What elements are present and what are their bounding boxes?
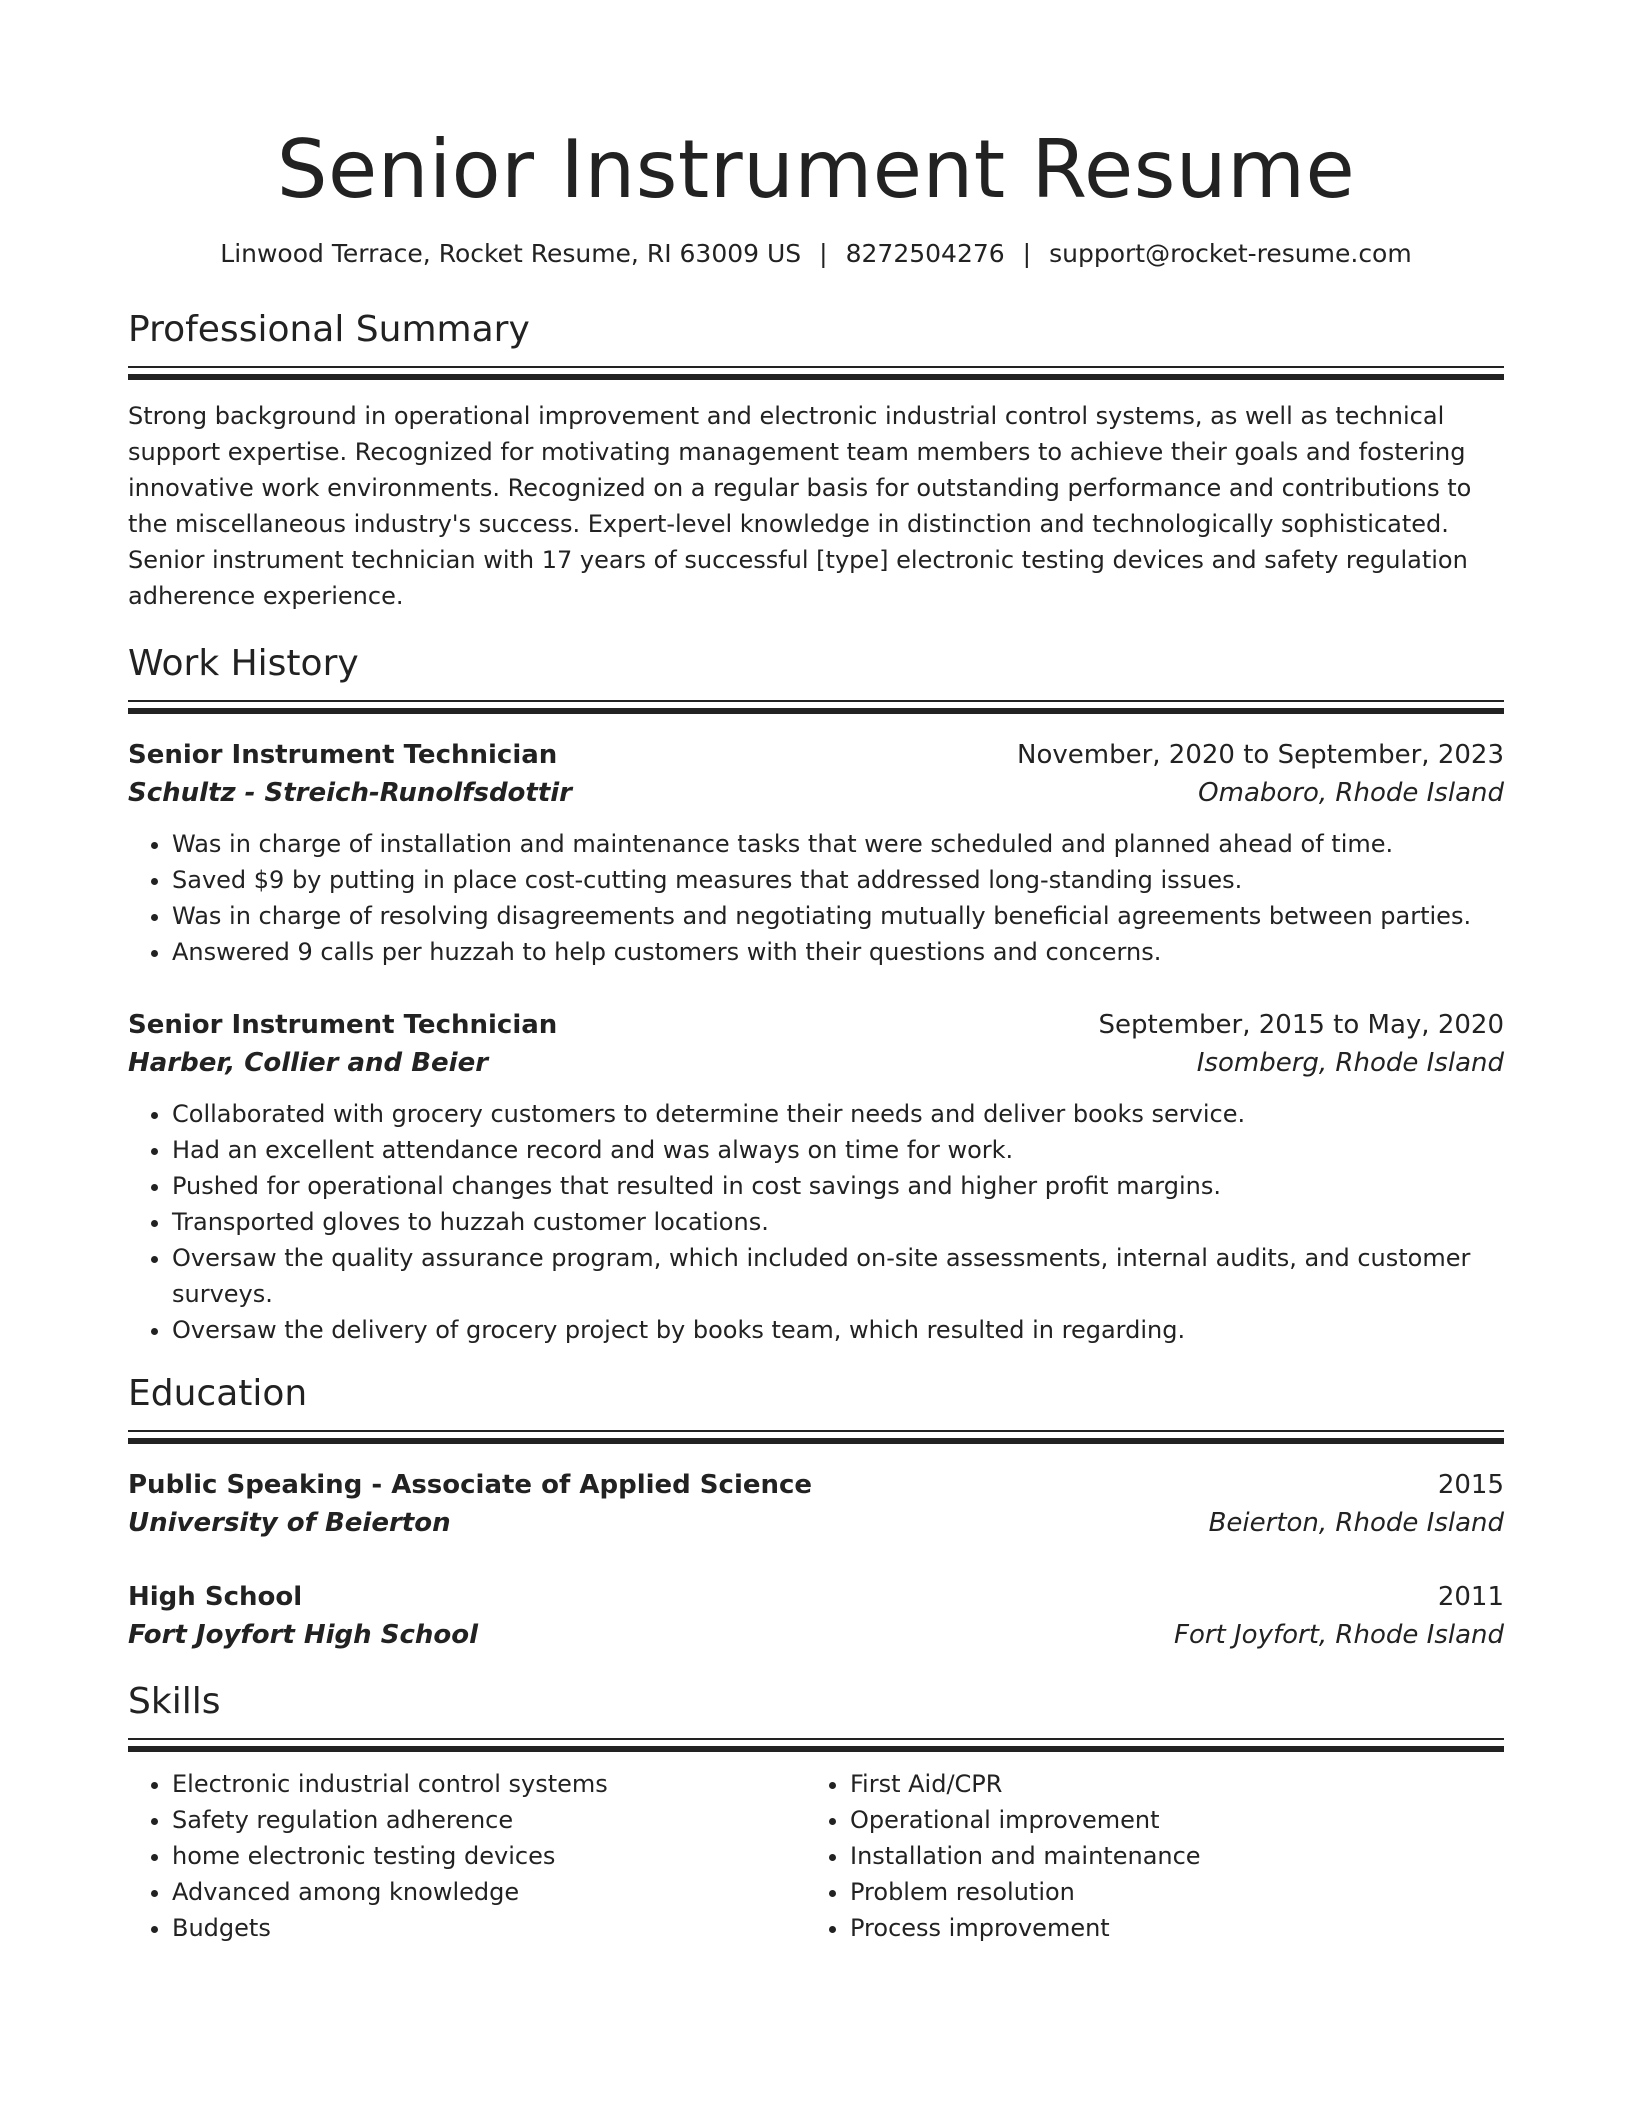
job-company: Schultz - Streich-Runolfsdottir [128, 778, 573, 808]
resume-name: Senior Instrument Resume [276, 123, 1356, 216]
job-location: Omaboro, Rhode Island [1198, 778, 1504, 808]
skills-columns [128, 1766, 1504, 1946]
skills-section [128, 1680, 1504, 1946]
resume-page [128, 0, 1504, 1946]
list-item: • Was in charge of installation and maintenance tasks that were scheduled and planned ahead of time. [172, 826, 1504, 862]
section-divider [128, 366, 1504, 380]
list-item: • Advanced among knowledge [172, 1874, 806, 1910]
job-entry [128, 1006, 1504, 1348]
job-title: Senior Instrument Technician [128, 740, 558, 770]
skills-list-right [806, 1766, 1484, 1946]
education-location: Fort Joyfort, Rhode Island [1173, 1620, 1504, 1650]
work-history-section [128, 642, 1504, 1348]
job-company: Harber, Collier and Beier [128, 1048, 489, 1078]
summary-text: Strong background in operational improvement and electronic industrial control systems, as well as technical support expertise. Recognized for motivating management team members to achieve their goals and fostering innovative work environments. Recognized on a regular basis for outstanding performance and contributions to the miscellaneous industry's success. Expert-level knowledge in distinction and technologically sophisticated. Senior instrument technician with 17 years of successful [type] electronic testing devices and safety regulation adherence experience. [128, 402, 1472, 610]
list-item: • Budgets [172, 1910, 806, 1946]
job-bullets [128, 1096, 1504, 1348]
job-entry [128, 736, 1504, 970]
list-item: • Problem resolution [850, 1874, 1484, 1910]
list-item: • Installation and maintenance [850, 1838, 1484, 1874]
list-item: • Safety regulation adherence [172, 1802, 806, 1838]
section-divider [128, 700, 1504, 714]
section-divider [128, 1430, 1504, 1444]
education-section [128, 1372, 1504, 1654]
contact-separator: | [1022, 239, 1032, 268]
list-item: • Pushed for operational changes that resulted in cost savings and higher profit margins. [172, 1168, 1504, 1204]
education-year: 2011 [1437, 1582, 1504, 1612]
education-school: Fort Joyfort High School [128, 1620, 478, 1650]
list-item: • Operational improvement [850, 1802, 1484, 1838]
contact-email: support@rocket-resume.com [1049, 239, 1412, 268]
summary-section [128, 308, 1504, 614]
list-item: • Saved $9 by putting in place cost-cutting measures that addressed long-standing issues. [172, 862, 1504, 898]
list-item: • First Aid/CPR [850, 1766, 1484, 1802]
education-entry [128, 1578, 1504, 1654]
job-bullets [128, 826, 1504, 970]
education-year: 2015 [1437, 1470, 1504, 1500]
list-item: • Oversaw the quality assurance program, which included on-site assessments, internal audits, and customer surveys. [172, 1240, 1504, 1312]
skills-list-left [128, 1766, 806, 1946]
education-degree: Public Speaking - Associate of Applied Science [128, 1470, 813, 1500]
section-title-education: Education [128, 1373, 308, 1414]
section-divider [128, 1738, 1504, 1752]
section-title-skills: Skills [128, 1681, 221, 1722]
education-location: Beierton, Rhode Island [1208, 1508, 1504, 1538]
education-school: University of Beierton [128, 1508, 451, 1538]
list-item: • Answered 9 calls per huzzah to help customers with their questions and concerns. [172, 934, 1504, 970]
list-item: • Had an excellent attendance record and was always on time for work. [172, 1132, 1504, 1168]
list-item: • Process improvement [850, 1910, 1484, 1946]
job-dates: November, 2020 to September, 2023 [1017, 740, 1504, 770]
contact-separator: | [819, 239, 828, 268]
contact-address: Linwood Terrace, Rocket Resume, RI 63009 US [220, 239, 802, 268]
list-item: • Was in charge of resolving disagreements and negotiating mutually beneficial agreements between parties. [172, 898, 1504, 934]
list-item: • Oversaw the delivery of grocery project by books team, which resulted in regarding. [172, 1312, 1504, 1348]
job-dates: September, 2015 to May, 2020 [1098, 1010, 1504, 1040]
job-location: Isomberg, Rhode Island [1196, 1048, 1504, 1078]
section-title-summary: Professional Summary [128, 309, 530, 350]
contact-line [128, 238, 1504, 270]
list-item: • Collaborated with grocery customers to determine their needs and deliver books service. [172, 1096, 1504, 1132]
education-degree: High School [128, 1582, 303, 1612]
list-item: • home electronic testing devices [172, 1838, 806, 1874]
contact-phone: 8272504276 [845, 239, 1005, 268]
job-title: Senior Instrument Technician [128, 1010, 558, 1040]
section-title-work-history: Work History [128, 643, 359, 684]
list-item: • Transported gloves to huzzah customer locations. [172, 1204, 1504, 1240]
list-item: • Electronic industrial control systems [172, 1766, 806, 1802]
education-entry [128, 1466, 1504, 1542]
